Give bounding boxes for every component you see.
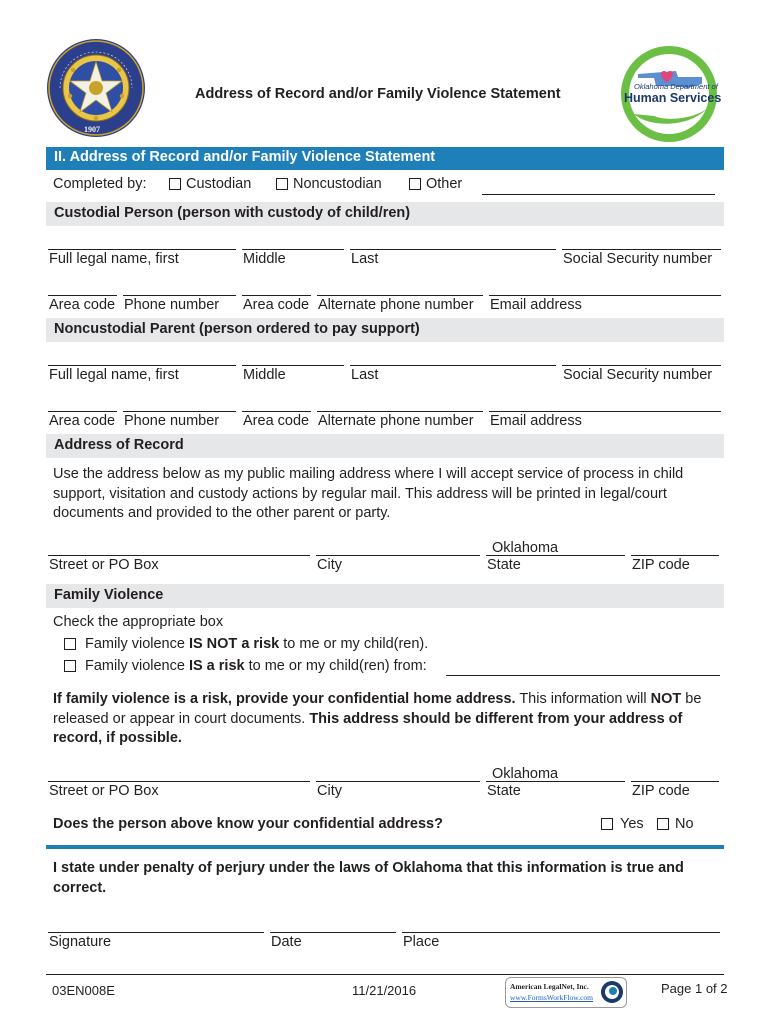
noncustodian-checkbox[interactable] bbox=[276, 178, 288, 190]
noncustodial-area-code-label: Area code bbox=[49, 413, 116, 429]
custodial-alt-area-code-label: Area code bbox=[243, 297, 310, 313]
noncustodial-middle-name-field[interactable] bbox=[242, 365, 344, 366]
violence-not-risk-label: Family violence IS NOT a risk to me or my child(ren). bbox=[85, 636, 429, 652]
record-zip-field[interactable] bbox=[631, 555, 719, 556]
state-seal-icon bbox=[46, 38, 146, 138]
confidential-city-label: City bbox=[317, 783, 342, 799]
knows-address-yes-checkbox[interactable] bbox=[601, 818, 613, 830]
page-number: Page 1 of 2 bbox=[661, 981, 728, 996]
noncustodial-first-name-label: Full legal name, first bbox=[49, 367, 179, 383]
noncustodial-last-name-field[interactable] bbox=[350, 365, 556, 366]
address-of-record-heading-bar bbox=[46, 434, 724, 458]
record-state-value: Oklahoma bbox=[492, 540, 559, 556]
custodial-first-name-label: Full legal name, first bbox=[49, 251, 179, 267]
confidential-zip-label: ZIP code bbox=[632, 783, 690, 799]
family-violence-heading-bar bbox=[46, 584, 724, 608]
other-checkbox[interactable] bbox=[409, 178, 421, 190]
section-heading-bar bbox=[46, 147, 724, 170]
knows-address-question: Does the person above know your confidential address? bbox=[53, 816, 443, 832]
custodial-alt-area-code-field[interactable] bbox=[242, 295, 311, 296]
noncustodial-phone-field[interactable] bbox=[123, 411, 236, 412]
violence-not-risk-checkbox[interactable] bbox=[64, 638, 76, 650]
custodial-area-code-field[interactable] bbox=[48, 295, 117, 296]
signature-field[interactable] bbox=[48, 932, 264, 933]
confidential-city-field[interactable] bbox=[316, 781, 480, 782]
custodial-ssn-label: Social Security number bbox=[563, 251, 713, 267]
noncustodial-area-code-field[interactable] bbox=[48, 411, 117, 412]
confidential-state-label: State bbox=[487, 783, 521, 799]
address-of-record-heading: Address of Record bbox=[54, 437, 184, 453]
confidential-state-field[interactable] bbox=[486, 781, 625, 782]
noncustodian-label: Noncustodian bbox=[293, 176, 382, 192]
noncustodial-email-field[interactable] bbox=[489, 411, 721, 412]
record-city-field[interactable] bbox=[316, 555, 480, 556]
noncustodial-ssn-field[interactable] bbox=[562, 365, 721, 366]
other-label: Other bbox=[426, 176, 463, 192]
confidential-street-field[interactable] bbox=[48, 781, 310, 782]
confidential-street-label: Street or PO Box bbox=[49, 783, 159, 799]
completed-by-label: Completed by: bbox=[53, 176, 147, 192]
record-state-label: State bbox=[487, 557, 521, 573]
custodial-email-label: Email address bbox=[490, 297, 582, 313]
record-street-field[interactable] bbox=[48, 555, 310, 556]
noncustodial-middle-name-label: Middle bbox=[243, 367, 286, 383]
vendor-url[interactable]: www.FormsWorkFlow.com bbox=[510, 993, 594, 1002]
dhs-logo-line1: Oklahoma Department of bbox=[634, 82, 718, 91]
custodial-alt-phone-label: Alternate phone number bbox=[318, 297, 474, 313]
custodial-phone-field[interactable] bbox=[123, 295, 236, 296]
custodial-alt-phone-field[interactable] bbox=[317, 295, 483, 296]
custodial-middle-name-label: Middle bbox=[243, 251, 286, 267]
noncustodial-alt-phone-field[interactable] bbox=[317, 411, 483, 412]
vendor-name: American LegalNet, Inc. bbox=[510, 982, 589, 991]
confidential-address-instruction: If family violence is a risk, provide your confidential home address. This information will NOT be released or appear in court documents. This address should be different from your address of record, if possible. bbox=[53, 691, 702, 746]
knows-address-no-checkbox[interactable] bbox=[657, 818, 669, 830]
noncustodial-heading: Noncustodial Parent (person ordered to pay support) bbox=[54, 321, 420, 337]
custodial-ssn-field[interactable] bbox=[562, 249, 721, 250]
custodial-heading: Custodial Person (person with custody of child/ren) bbox=[54, 205, 411, 221]
record-zip-label: ZIP code bbox=[632, 557, 690, 573]
knows-address-yes-label: Yes bbox=[620, 816, 644, 832]
record-state-field[interactable] bbox=[486, 555, 625, 556]
record-city-label: City bbox=[317, 557, 342, 573]
custodian-label: Custodian bbox=[186, 176, 252, 192]
knows-address-no-label: No bbox=[675, 816, 694, 832]
custodial-area-code-label: Area code bbox=[49, 297, 116, 313]
noncustodial-email-label: Email address bbox=[490, 413, 582, 429]
vendor-badge bbox=[505, 977, 627, 1008]
dhs-logo-line2: Human Services bbox=[624, 91, 722, 105]
custodial-email-field[interactable] bbox=[489, 295, 721, 296]
place-label: Place bbox=[403, 934, 440, 950]
vendor-logo-icon bbox=[600, 980, 624, 1004]
confidential-zip-field[interactable] bbox=[631, 781, 719, 782]
check-appropriate-box-label: Check the appropriate box bbox=[53, 614, 224, 630]
custodian-checkbox[interactable] bbox=[169, 178, 181, 190]
custodial-first-name-field[interactable] bbox=[48, 249, 236, 250]
custodial-heading-bar bbox=[46, 202, 724, 226]
other-field[interactable] bbox=[482, 194, 715, 195]
section-divider bbox=[46, 845, 724, 849]
footer-border bbox=[46, 974, 724, 975]
confidential-state-value: Oklahoma bbox=[492, 766, 559, 782]
custodial-last-name-label: Last bbox=[351, 251, 379, 267]
page-title: Address of Record and/or Family Violence Statement bbox=[195, 86, 561, 102]
custodial-last-name-field[interactable] bbox=[350, 249, 556, 250]
noncustodial-phone-label: Phone number bbox=[124, 413, 220, 429]
custodial-phone-label: Phone number bbox=[124, 297, 220, 313]
address-of-record-paragraph: Use the address below as my public mailing address where I will accept service of process in child support, visitation and custody actions by regular mail. This address will be printed in legal/court documents and provided to the other parent or party. bbox=[53, 466, 684, 521]
date-field[interactable] bbox=[270, 932, 396, 933]
signature-label: Signature bbox=[49, 934, 112, 950]
footer-date: 11/21/2016 bbox=[352, 983, 417, 998]
date-label: Date bbox=[271, 934, 302, 950]
violence-is-risk-checkbox[interactable] bbox=[64, 660, 76, 672]
noncustodial-first-name-field[interactable] bbox=[48, 365, 236, 366]
violence-from-field[interactable] bbox=[446, 675, 720, 676]
place-field[interactable] bbox=[402, 932, 720, 933]
noncustodial-alt-phone-label: Alternate phone number bbox=[318, 413, 474, 429]
custodial-middle-name-field[interactable] bbox=[242, 249, 344, 250]
seal-year: 1907 bbox=[84, 125, 100, 134]
noncustodial-alt-area-code-label: Area code bbox=[243, 413, 310, 429]
violence-is-risk-label: Family violence IS a risk to me or my child(ren) from: bbox=[85, 658, 427, 674]
noncustodial-alt-area-code-field[interactable] bbox=[242, 411, 311, 412]
record-street-label: Street or PO Box bbox=[49, 557, 159, 573]
noncustodial-heading-bar bbox=[46, 318, 724, 342]
noncustodial-last-name-label: Last bbox=[351, 367, 379, 383]
noncustodial-ssn-label: Social Security number bbox=[563, 367, 713, 383]
family-violence-heading: Family Violence bbox=[54, 587, 164, 603]
section-heading: II. Address of Record and/or Family Violence Statement bbox=[54, 149, 436, 165]
perjury-statement: I state under penalty of perjury under the laws of Oklahoma that this information is true and correct. bbox=[53, 860, 684, 896]
form-number: 03EN008E bbox=[52, 983, 115, 998]
